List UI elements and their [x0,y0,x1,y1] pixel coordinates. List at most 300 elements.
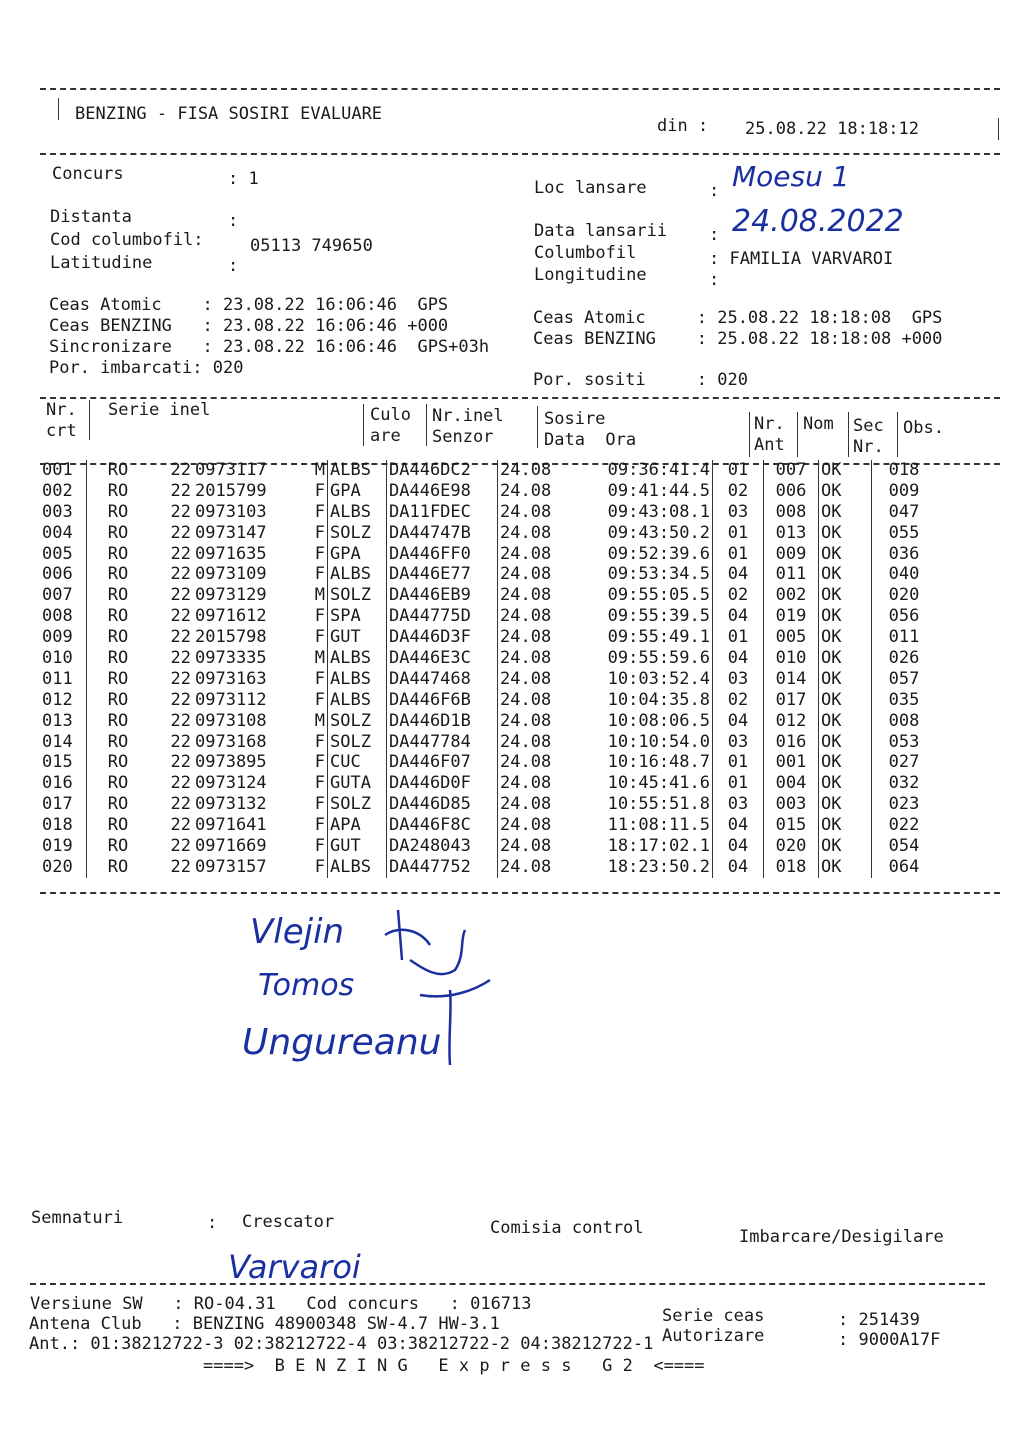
cell-year: 22 [170,815,191,836]
cell-year: 22 [170,543,191,564]
cell-color: ALBS [328,502,387,523]
cell-year: 22 [170,773,191,794]
table-row [40,815,936,836]
cell-ant: 01 [713,627,764,648]
clock-right-1: Ceas Atomic : 25.08.22 18:18:08 GPS [533,308,943,328]
cell-ring: 0973112 [195,689,267,710]
cell-color: GUTA [328,773,387,794]
cell-sensor: DA447468 [387,669,498,690]
clock-left-2: Ceas BENZING : 23.08.22 16:06:46 +000 [49,316,449,336]
concurs-label: Concurs [52,164,124,184]
cell-nr: 009 [42,627,73,648]
cell-time: 10:03:52.4 [607,668,710,689]
cell-country: RO [87,564,150,585]
cell-ant: 02 [713,690,764,711]
cell-sec: OK [819,732,872,753]
cell-nr: 007 [42,585,73,606]
table-row [40,857,936,878]
cell-country: RO [87,502,150,523]
cell-nom: 017 [764,690,819,711]
clock-right-2: Ceas BENZING : 25.08.22 18:18:08 +000 [533,329,943,349]
cell-ant: 04 [713,857,764,878]
cell-sec: OK [819,564,872,585]
cell-date: 24.08 [498,857,567,878]
cell-ring: 0971635 [195,543,267,564]
cell-year: 22 [170,836,191,857]
header-sep [897,412,898,457]
cell-year: 22 [170,794,191,815]
cell-nr: 002 [42,480,73,501]
cell-obs: 040 [872,564,937,585]
cell-ring: 0973335 [195,648,267,669]
table-row [40,585,936,606]
cell-time: 18:17:02.1 [607,836,710,857]
cell-obs: 054 [872,836,937,857]
header-right-bar [998,118,999,140]
cell-color: GPA [328,544,387,565]
cell-nom: 019 [764,606,819,627]
cell-country: RO [87,773,150,794]
cod-columbofil-label: Cod columbofil: [50,230,204,250]
cell-country: RO [87,732,150,753]
imbarcare-desigilare-label: Imbarcare/Desigilare [739,1227,944,1247]
crescator-signature: Varvaroi [228,1248,361,1286]
cell-obs: 032 [872,773,937,794]
columbofil-value: : FAMILIA VARVAROI [709,249,894,269]
header-nr-inel-senzor: Nr.inel Senzor [432,406,504,447]
cell-date: 24.08 [498,502,567,523]
cell-date: 24.08 [498,836,567,857]
cell-time: 18:23:50.2 [607,856,710,877]
table-row [40,564,936,585]
cell-ant: 03 [713,794,764,815]
cell-nr: 014 [42,731,73,752]
cell-nom: 003 [764,794,819,815]
cell-sensor: DA446F6B [387,690,498,711]
header-sec-nr: Sec Nr. [853,416,884,457]
cell-obs: 035 [872,690,937,711]
cell-ring: 0971669 [195,836,267,857]
cell-color: GUT [328,627,387,648]
cell-sec: OK [819,460,872,481]
cell-ant: 02 [713,481,764,502]
cell-nr: 010 [42,648,73,669]
cell-date: 24.08 [498,794,567,815]
cell-year: 22 [170,731,191,752]
table-row [40,711,936,732]
cell-sensor: DA446FF0 [387,544,498,565]
cell-obs: 047 [872,502,937,523]
loc-lansare-colon: : [709,181,720,201]
cell-sex: F [314,836,325,857]
data-lansarii-label: Data lansarii [534,221,668,241]
cell-year: 22 [170,585,191,606]
cell-sensor: DA447784 [387,732,498,753]
cell-year: 22 [170,648,191,669]
cell-nr: 012 [42,689,73,710]
cell-sex: F [314,731,325,752]
header-serie-inel: Serie inel [108,400,211,420]
cell-date: 24.08 [498,564,567,585]
cell-nr: 020 [42,856,73,877]
cell-sec: OK [819,836,872,857]
cell-sensor: DA446D1B [387,711,498,732]
cell-color: SOLZ [328,585,387,606]
footer-line-1: Versiune SW : RO-04.31 Cod concurs : 016713 [30,1294,532,1314]
cell-nr: 017 [42,794,73,815]
cell-obs: 020 [872,585,937,606]
cell-sensor: DA446DC2 [387,460,498,481]
cell-color: SOLZ [328,732,387,753]
cell-time: 09:36:41.4 [607,460,710,480]
header-sep [363,404,364,446]
cell-nom: 020 [764,836,819,857]
footer-divider [30,1283,985,1285]
cell-obs: 023 [872,794,937,815]
loc-lansare-handwritten: Moesu 1 [732,160,850,193]
cell-sensor: DA248043 [387,836,498,857]
cell-sensor: DA446F07 [387,752,498,773]
cell-time: 09:55:59.6 [607,648,710,669]
table-row [40,502,936,523]
cell-nom: 009 [764,544,819,565]
signature-scribble [380,900,520,1080]
cell-nr: 015 [42,752,73,773]
cell-obs: 008 [872,711,937,732]
cell-sec: OK [819,857,872,878]
cell-nom: 004 [764,773,819,794]
cell-year: 22 [170,606,191,627]
cell-sex: F [314,815,325,836]
cell-country: RO [87,523,150,544]
comisia-control-label: Comisia control [490,1218,644,1238]
cell-ring: 2015798 [195,627,267,648]
cell-nr: 016 [42,773,73,794]
cell-date: 24.08 [498,606,567,627]
cell-obs: 011 [872,627,937,648]
cell-year: 22 [170,501,191,522]
cell-sensor: DA44747B [387,523,498,544]
cell-sensor: DA446D3F [387,627,498,648]
distanta-label: Distanta [50,207,132,227]
cell-date: 24.08 [498,648,567,669]
cell-nom: 016 [764,732,819,753]
cell-sensor: DA446E77 [387,564,498,585]
cell-sex: F [314,794,325,815]
cell-ring: 0973157 [195,856,267,877]
cell-ant: 01 [713,773,764,794]
header-culoare: Culo are [370,405,411,446]
header-left-bar [58,98,59,120]
handwritten-signature-3: Ungureanu [242,1022,442,1063]
cell-sex: M [314,460,325,480]
cell-ant: 01 [713,460,764,481]
date-label: din : [657,116,709,136]
cell-year: 22 [170,522,191,543]
header-nr-crt: Nr. crt [46,400,77,441]
table-row [40,481,936,502]
cod-columbofil-value: 05113 749650 [250,236,373,256]
cell-sex: F [314,668,325,689]
cell-sec: OK [819,606,872,627]
cell-color: ALBS [328,669,387,690]
cell-color: ALBS [328,690,387,711]
cell-sec: OK [819,627,872,648]
cell-sec: OK [819,481,872,502]
longitudine-value: : [709,270,720,290]
distanta-value: : [228,211,239,231]
crescator-label: Crescator [242,1212,335,1232]
cell-ant: 01 [713,752,764,773]
cell-country: RO [87,627,150,648]
cell-date: 24.08 [498,585,567,606]
cell-year: 22 [170,689,191,710]
cell-sec: OK [819,585,872,606]
table-row [40,732,936,753]
cell-nom: 005 [764,627,819,648]
cell-country: RO [87,794,150,815]
cell-ring: 0973163 [195,668,267,689]
cell-ring: 0973109 [195,564,267,585]
autorizare-value: : 9000A17F [838,1330,941,1350]
cell-country: RO [87,585,150,606]
table-row [40,460,936,481]
cell-date: 24.08 [498,627,567,648]
cell-ring: 0973895 [195,752,267,773]
cell-nom: 010 [764,648,819,669]
cell-date: 24.08 [498,523,567,544]
header-sosire: Sosire Data Ora [544,409,637,450]
cell-year: 22 [170,460,191,480]
cell-nr: 006 [42,564,73,585]
cell-sensor: DA446D0F [387,773,498,794]
cell-time: 09:41:44.5 [607,480,710,501]
cell-ant: 03 [713,502,764,523]
cell-time: 09:55:49.1 [607,627,710,648]
cell-ring: 0973168 [195,731,267,752]
header-sep [426,404,427,446]
cell-color: GPA [328,481,387,502]
cell-country: RO [87,711,150,732]
cell-sex: F [314,501,325,522]
cell-ring: 0973103 [195,501,267,522]
cell-ant: 04 [713,564,764,585]
cell-color: ALBS [328,648,387,669]
cell-country: RO [87,690,150,711]
cell-nom: 001 [764,752,819,773]
cell-year: 22 [170,710,191,731]
header-sep [848,412,849,457]
cell-ant: 03 [713,732,764,753]
cell-time: 10:10:54.0 [607,731,710,752]
cell-country: RO [87,648,150,669]
cell-nr: 003 [42,501,73,522]
cell-nom: 006 [764,481,819,502]
table-row [40,648,936,669]
concurs-value: : 1 [228,169,259,189]
cell-nom: 013 [764,523,819,544]
clock-left-4: Por. imbarcati: 020 [49,358,244,378]
table-row [40,523,936,544]
table-top-divider [40,397,1000,399]
cell-nom: 015 [764,815,819,836]
cell-sensor: DA446F8C [387,815,498,836]
cell-sensor: DA11FDEC [387,502,498,523]
cell-sec: OK [819,815,872,836]
cell-year: 22 [170,856,191,877]
cell-ring: 0973108 [195,710,267,731]
longitudine-label: Longitudine [534,265,647,285]
cell-sensor: DA446D85 [387,794,498,815]
cell-color: SOLZ [328,523,387,544]
cell-ant: 01 [713,523,764,544]
cell-sec: OK [819,544,872,565]
cell-country: RO [87,752,150,773]
cell-sec: OK [819,523,872,544]
table-row [40,752,936,773]
cell-nom: 011 [764,564,819,585]
header-obs: Obs. [903,418,944,438]
cell-sex: F [314,773,325,794]
cell-ant: 01 [713,544,764,565]
cell-obs: 064 [872,857,937,878]
cell-time: 09:43:08.1 [607,501,710,522]
cell-sec: OK [819,711,872,732]
cell-country: RO [87,481,150,502]
cell-ring: 0973147 [195,522,267,543]
cell-sex: F [314,480,325,501]
clock-left-3: Sincronizare : 23.08.22 16:06:46 GPS+03h [49,337,490,357]
cell-sex: F [314,606,325,627]
cell-nr: 011 [42,668,73,689]
table-row [40,690,936,711]
cell-ant: 02 [713,585,764,606]
cell-obs: 057 [872,669,937,690]
header-nr-ant: Nr. Ant [754,414,785,455]
semnaturi-colon: : [207,1213,218,1233]
cell-year: 22 [170,564,191,585]
cell-time: 10:16:48.7 [607,752,710,773]
cell-obs: 053 [872,732,937,753]
cell-sensor: DA44775D [387,606,498,627]
table-row [40,794,936,815]
cell-date: 24.08 [498,544,567,565]
cell-country: RO [87,815,150,836]
cell-sex: F [314,543,325,564]
cell-ring: 0973132 [195,794,267,815]
cell-date: 24.08 [498,690,567,711]
cell-obs: 009 [872,481,937,502]
data-lansarii-handwritten: 24.08.2022 [732,204,904,239]
print-timestamp: 25.08.22 18:18:12 [745,119,919,139]
cell-sec: OK [819,794,872,815]
document-title: BENZING - FISA SOSIRI EVALUARE [75,104,383,124]
cell-year: 22 [170,668,191,689]
table-row [40,773,936,794]
cell-ring: 0973124 [195,773,267,794]
cell-country: RO [87,606,150,627]
cell-color: SOLZ [328,794,387,815]
cell-year: 22 [170,480,191,501]
cell-time: 10:55:51.8 [607,794,710,815]
cell-date: 24.08 [498,711,567,732]
antenna-list: Ant.: 01:38212722-3 02:38212722-4 03:38212722-2 04:38212722-1 [29,1334,654,1354]
cell-sec: OK [819,502,872,523]
header-sep [89,400,90,440]
cell-sex: F [314,689,325,710]
cell-ring: 2015799 [195,480,267,501]
table-row [40,606,936,627]
cell-nr: 001 [42,460,73,480]
cell-sex: M [314,710,325,731]
cell-obs: 056 [872,606,937,627]
cell-color: CUC [328,752,387,773]
cell-nr: 005 [42,543,73,564]
cell-nom: 008 [764,502,819,523]
cell-time: 10:45:41.6 [607,773,710,794]
cell-sex: F [314,522,325,543]
cell-obs: 055 [872,523,937,544]
cell-nom: 012 [764,711,819,732]
cell-obs: 026 [872,648,937,669]
cell-country: RO [87,857,150,878]
cell-date: 24.08 [498,815,567,836]
cell-country: RO [87,544,150,565]
cell-date: 24.08 [498,773,567,794]
cell-time: 11:08:11.5 [607,815,710,836]
cell-ant: 04 [713,836,764,857]
cell-nr: 008 [42,606,73,627]
cell-nr: 018 [42,815,73,836]
loc-lansare-label: Loc lansare [534,178,647,198]
cell-time: 09:55:39.5 [607,606,710,627]
cell-sec: OK [819,669,872,690]
cell-date: 24.08 [498,481,567,502]
arrivals-table [40,460,936,878]
table-row [40,836,936,857]
columbofil-label: Columbofil [534,243,637,263]
cell-time: 09:52:39.6 [607,543,710,564]
benzing-express-banner: ====> B E N Z I N G E x p r e s s G 2 <==== [203,1356,705,1376]
cell-sec: OK [819,690,872,711]
cell-ant: 04 [713,648,764,669]
cell-ring: 0973129 [195,585,267,606]
header-divider [40,153,1000,155]
cell-country: RO [87,460,150,481]
cell-sex: F [314,856,325,877]
cell-color: SOLZ [328,711,387,732]
cell-ant: 04 [713,711,764,732]
cell-sex: M [314,585,325,606]
cell-ring: 0971612 [195,606,267,627]
cell-year: 22 [170,752,191,773]
cell-time: 10:04:35.8 [607,689,710,710]
cell-date: 24.08 [498,732,567,753]
cell-sec: OK [819,648,872,669]
cell-sec: OK [819,773,872,794]
cell-sex: F [314,752,325,773]
cell-color: ALBS [328,857,387,878]
cell-color: SPA [328,606,387,627]
cell-nr: 004 [42,522,73,543]
serie-ceas-value: : 251439 [838,1310,920,1330]
latitudine-label: Latitudine [50,253,153,273]
handwritten-signature-2: Tomos [258,968,355,1003]
header-nom: Nom [803,414,834,434]
cell-sensor: DA446EB9 [387,585,498,606]
cell-country: RO [87,669,150,690]
cell-obs: 018 [872,460,937,481]
